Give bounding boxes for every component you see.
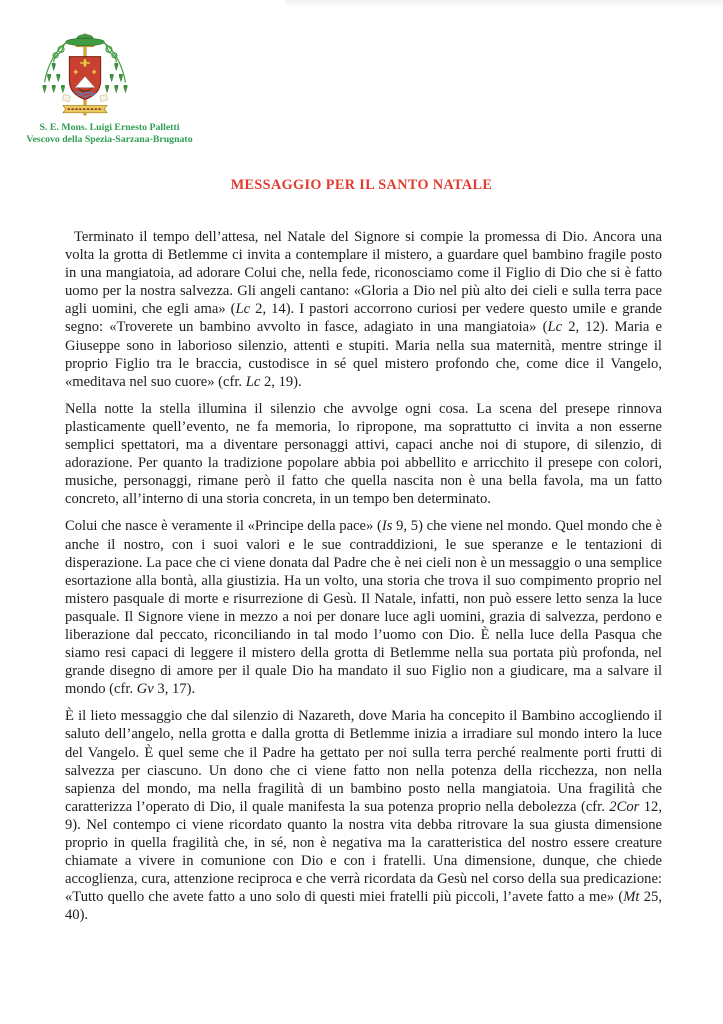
header-text-block [12, 122, 207, 145]
scan-artifact [285, 0, 723, 9]
paragraph: È il lieto messaggio che dal silenzio di Nazareth, dove Maria ha concepito il Bambino accogliendo il saluto dell’angelo, nella grotta e dalla grotta di Betlemme inizia a irradiare sul mondo intero la luce del Vangelo. È quel seme che il Padre ha gettato per noi sulla terra perché realmente porti frutti di salvezza per ciascuno. Un dono che ci viene fatto non nella potenza della ricchezza, non nella sapienza del mondo, ma nella fragilità di un bambino posto nella mangiatoia. Una fragilità che caratterizza l’operato di Dio, il quale manifesta la sua potenza proprio nella debolezza (cfr. 2Cor 12, 9). Nel contempo ci viene ricordato quanto la nostra vita debba ritrovare la sua giusta dimensione proprio in quella fragilità che, in sé, non è negativa ma la caratteristica del nostro essere creature chiamate a vivere in comunione con Dio e con i fratelli. Una dimensione, dunque, che chiede accoglienza, cura, attenzione reciproca e che verrà ricordata da Gesù nel corso della sua predicazione: «Tutto quello che avete fatto a uno solo di questi miei fratelli più piccoli, l’avete fatto a me» (Mt 25, 40). [65, 708, 663, 924]
document-body [65, 228, 662, 933]
bishop-coat-of-arms-icon [38, 30, 132, 122]
bishop-role: Vescovo della Spezia-Sarzana-Brugnato [26, 133, 193, 145]
paragraph: Terminato il tempo dell’attesa, nel Natale del Signore si compie la promessa di Dio. Ancora una volta la grotta di Betlemme ci invita a contemplare il mistero, a guardare quel bambino fragile posto in una mangiatoia, ad adorare Colui che, nella fede, riconosciamo come il Figlio di Dio che si è fatto uomo per la nostra salvezza. Gli angeli cantano: «Gloria a Dio nel più alto dei cieli e sulla terra pace agli uomini, che egli ama» (Lc 2, 14). I pastori accorrono curiosi per vedere questo umile e grande segno: «Troverete un bambino avvolto in fasce, adagiato in una mangiatoia» (Lc 2, 12). Maria e Giuseppe sono in laborioso silenzio, attenti e stupiti. Maria nella sua maternità, mentre stringe il proprio Figlio tra le braccia, custodisce in sé quel mistero profondo che, come dice il Vangelo, «meditava nel suo cuore» (cfr. Lc 2, 19). [65, 229, 662, 390]
bishop-name: S. E. Mons. Luigi Ernesto Palletti [39, 122, 180, 133]
page-title: MESSAGGIO PER IL SANTO NATALE [230, 177, 493, 193]
paragraph: Colui che nasce è veramente il «Principe della pace» (Is 9, 5) che viene nel mondo. Quel mondo che è anche il nostro, con i suoi valori e le sue contraddizioni, le sue speranze e le tentazioni di disperazione. La pace che ci viene donata dal Padre che è nei cieli non è un messaggio o una semplice esortazione alla bontà, alla giustizia. Ha un volto, una storia che trova il suo compimento proprio nel mistero pasquale di morte e risurrezione di Gesù. Il Natale, infatti, non può essere letto senza la luce pasquale. Il Signore viene in mezzo a noi per donare luce agli uomini, grazia di salvezza, perdono e liberazione dal peccato, riconciliando in tal modo l’uomo con Dio. È nella luce della Pasqua che siamo resi capaci di leggere il mistero della grotta di Betlemme nella sua portata più profonda, nel grande disegno di amore per il quale Dio ha mandato il suo Figlio non a giudicare, ma a salvare il mondo (cfr. Gv 3, 17). [65, 518, 662, 698]
paragraph: Nella notte la stella illumina il silenzio che avvolge ogni cosa. La scena del presepe rinnova plasticamente quell’evento, ne fa memoria, lo ripropone, ma soprattutto ci invita a non esserne semplici spettatori, ma a diventare personaggi attivi, capaci anche noi di stupore, di silenzio, di adorazione. Per quanto la tradizione popolare abbia poi abbellito e arricchito il presepe con colori, musiche, personaggi, rimane però il fatto che quella nascita non è una bella favola, ma un fatto concreto, all’interno di una storia concreta, in un tempo ben determinato. [65, 400, 662, 508]
